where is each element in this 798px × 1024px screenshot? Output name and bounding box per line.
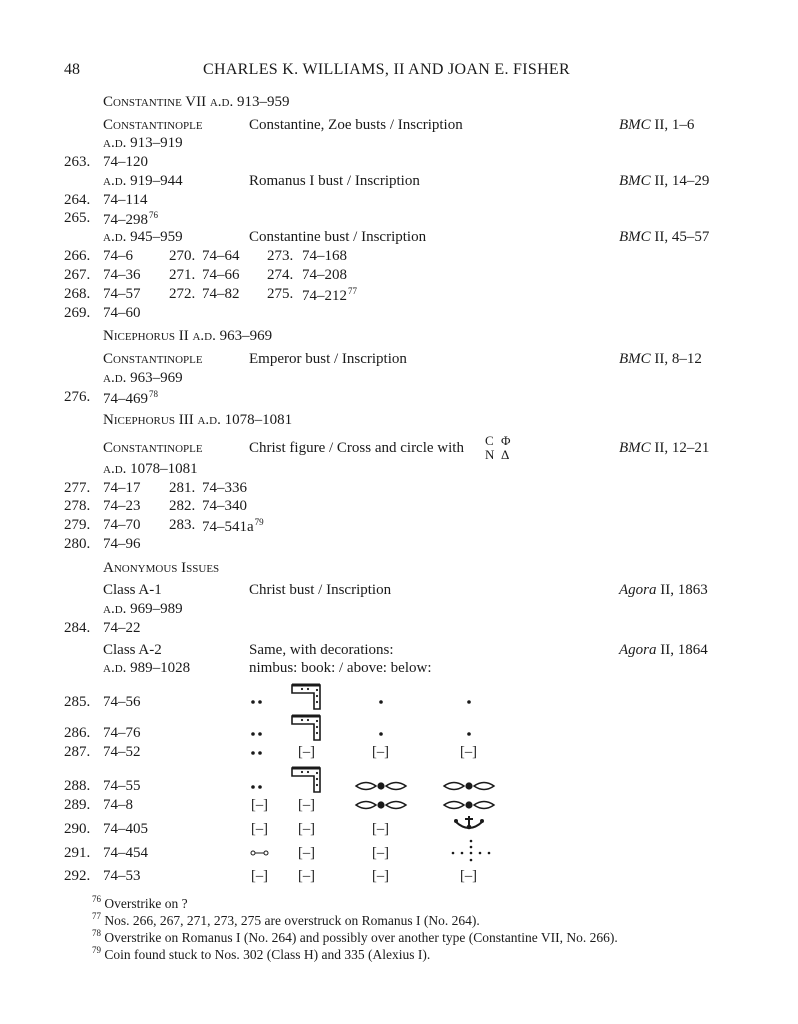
catalog-number: 269.	[64, 305, 91, 321]
letter-phi: Φ	[501, 433, 511, 448]
reference: Agora II, 1864	[619, 642, 708, 658]
catalog-number: 284.	[64, 620, 91, 636]
dot-below-icon	[466, 699, 472, 705]
illegible-below: [–]	[460, 868, 477, 884]
inventory-number: $74-212^{77}$	[302, 286, 357, 304]
date-range: a.d. 919–944	[103, 173, 183, 189]
catalog-number: 280.	[64, 536, 91, 552]
catalog-number: 289.	[64, 797, 91, 813]
catalog-number: 285.	[64, 694, 91, 710]
class-label: Class A-2	[103, 642, 162, 658]
dots-cross-ornament-icon	[449, 838, 493, 864]
inventory-number: 74–168	[302, 248, 347, 264]
catalog-number: 263.	[64, 154, 91, 170]
reference: BMC II, 14–29	[619, 173, 710, 189]
catalog-number: 292.	[64, 868, 91, 884]
catalog-number: 288.	[64, 778, 91, 794]
catalog-number: 270.	[169, 248, 196, 264]
type-description: Romanus I bust / Inscription	[249, 173, 420, 189]
illegible-book: [–]	[298, 744, 315, 760]
illegible-nimbus: [–]	[251, 821, 268, 837]
dot-below-icon	[466, 731, 472, 737]
class-label: Class A-1	[103, 582, 162, 598]
inventory-number: 74–56	[103, 694, 141, 710]
catalog-number: 286.	[64, 725, 91, 741]
catalog-number: 290.	[64, 821, 91, 837]
illegible-above: [–]	[372, 868, 389, 884]
type-description: Same, with decorations:	[249, 642, 394, 658]
two-dots-nimbus-icon	[249, 698, 265, 706]
illegible-above: [–]	[372, 744, 389, 760]
type-description: Constantine, Zoe busts / Inscription	[249, 117, 463, 133]
decoration-column-headers: nimbus: book: / above: below:	[249, 660, 432, 676]
illegible-above: [–]	[372, 845, 389, 861]
reference: BMC II, 12–21	[619, 440, 710, 456]
footnote-76: $^{76}$ Overstrike on ?	[92, 894, 188, 911]
inventory-number: 74–52	[103, 744, 141, 760]
date-range: a.d. 913–919	[103, 135, 183, 151]
leaf-ornament-icon	[354, 799, 408, 811]
inventory-number: 74–208	[302, 267, 347, 283]
type-description: Emperor bust / Inscription	[249, 351, 407, 367]
book-icon	[290, 683, 326, 713]
reference: Agora II, 1863	[619, 582, 708, 598]
leaf-ornament-icon	[442, 799, 496, 811]
inventory-number: $74-541a^{79}$	[202, 517, 264, 535]
inventory-number: 74–96	[103, 536, 141, 552]
inventory-number: 74–57	[103, 286, 141, 302]
date-range: a.d. 963–969	[103, 370, 183, 386]
inventory-number: 74–64	[202, 248, 240, 264]
letter-c: C	[485, 433, 494, 448]
letter-delta: Δ	[501, 447, 510, 462]
date-range: a.d. 945–959	[103, 229, 183, 245]
book-icon	[290, 714, 326, 744]
inventory-number: 74–76	[103, 725, 141, 741]
catalog-number: 287.	[64, 744, 91, 760]
catalog-number: 264.	[64, 192, 91, 208]
type-description: Constantine bust / Inscription	[249, 229, 427, 245]
catalog-number: 271.	[169, 267, 196, 283]
footnote-ref: 79	[254, 517, 264, 527]
mint-label: Constantinople	[103, 117, 203, 133]
date-range: a.d. 969–989	[103, 601, 183, 617]
inventory-number: 74–405	[103, 821, 148, 837]
book-icon	[290, 766, 326, 796]
reference: BMC II, 8–12	[619, 351, 702, 367]
dot-above-icon	[378, 731, 384, 737]
catalog-number: 279.	[64, 517, 91, 533]
type-description: Christ bust / Inscription	[249, 582, 392, 598]
catalog-number: 272.	[169, 286, 196, 302]
catalog-number: 275.	[267, 286, 294, 302]
leaf-ornament-icon	[442, 780, 496, 792]
illegible-book: [–]	[298, 797, 315, 813]
illegible-below: [–]	[460, 744, 477, 760]
catalog-number: 276.	[64, 389, 91, 405]
inventory-number: $74-469^{78}$	[103, 389, 158, 407]
footnote-ref: 78	[149, 389, 158, 399]
inventory-number: 74–336	[202, 480, 247, 496]
inventory-number: 74–36	[103, 267, 141, 283]
inventory-number: $74-298^{76}$	[103, 210, 158, 228]
illegible-book: [–]	[298, 821, 315, 837]
inventory-number: 74–82	[202, 286, 240, 302]
catalog-number: 277.	[64, 480, 91, 496]
mint-label: Constantinople	[103, 440, 203, 456]
footnote-79: $^{79}$ Coin found stuck to Nos. 302 (Class H) and 335 (Alexius I).	[92, 945, 431, 962]
leaf-ornament-icon	[354, 780, 408, 792]
catalog-number: 282.	[169, 498, 196, 514]
inventory-number: 74–6	[103, 248, 133, 264]
reference: BMC II, 1–6	[619, 117, 695, 133]
inventory-number: 74–53	[103, 868, 141, 884]
pellets-nimbus-icon	[249, 849, 271, 857]
inventory-number: 74–8	[103, 797, 133, 813]
section-title-anonymous-issues: Anonymous Issues	[103, 560, 220, 576]
catalog-number: 268.	[64, 286, 91, 302]
inventory-number: 74–55	[103, 778, 141, 794]
two-dots-nimbus-icon	[249, 730, 265, 738]
footnote-77: $^{77}$ Nos. 266, 267, 271, 273, 275 are overstruck on Romanus I (No. 264).	[92, 911, 480, 928]
page-number: 48	[64, 61, 80, 78]
inventory-number: 74–23	[103, 498, 141, 514]
footnote-ref: 77	[348, 286, 357, 296]
catalog-number: 266.	[64, 248, 91, 264]
catalog-number: 274.	[267, 267, 294, 283]
section-title-nicephorus-ii: Nicephorus II a.d. 963–969	[103, 328, 273, 344]
inventory-number: 74–114	[103, 192, 148, 208]
footnote-ref: 76	[149, 210, 158, 220]
illegible-nimbus: [–]	[251, 797, 268, 813]
inventory-number: 74–66	[202, 267, 240, 283]
catalog-number: 265.	[64, 210, 91, 226]
illegible-book: [–]	[298, 845, 315, 861]
catalog-number: 278.	[64, 498, 91, 514]
catalog-number: 283.	[169, 517, 196, 533]
section-title-constantine-vii: Constantine VII a.d. 913–959	[103, 94, 290, 110]
catalog-number: 273.	[267, 248, 294, 264]
inventory-number: 74–17	[103, 480, 141, 496]
inventory-number: 74–120	[103, 154, 148, 170]
mint-label: Constantinople	[103, 351, 203, 367]
letter-n: N	[485, 447, 495, 462]
two-dots-nimbus-icon	[249, 783, 265, 791]
illegible-above: [–]	[372, 821, 389, 837]
catalog-number: 267.	[64, 267, 91, 283]
type-description: Christ figure / Cross and circle with	[249, 440, 464, 456]
crescent-cross-ornament-icon	[453, 814, 485, 832]
dot-above-icon	[378, 699, 384, 705]
inventory-number: 74–22	[103, 620, 141, 636]
reference: BMC II, 45–57	[619, 229, 710, 245]
date-range: a.d. 1078–1081	[103, 461, 198, 477]
inventory-number: 74–340	[202, 498, 247, 514]
illegible-book: [–]	[298, 868, 315, 884]
catalog-number: 281.	[169, 480, 196, 496]
two-dots-nimbus-icon	[249, 749, 265, 757]
running-title: CHARLES K. WILLIAMS, II AND JOAN E. FISHER	[203, 61, 570, 78]
date-range: a.d. 989–1028	[103, 660, 191, 676]
inventory-number: 74–60	[103, 305, 141, 321]
section-title-nicephorus-iii: Nicephorus III a.d. 1078–1081	[103, 412, 293, 428]
illegible-nimbus: [–]	[251, 868, 268, 884]
inventory-number: 74–70	[103, 517, 141, 533]
inventory-number: 74–454	[103, 845, 148, 861]
footnote-78: $^{78}$ Overstrike on Romanus I (No. 264) and possibly over another type (Constantine VII, No. 266).	[92, 928, 618, 945]
catalog-number: 291.	[64, 845, 91, 861]
